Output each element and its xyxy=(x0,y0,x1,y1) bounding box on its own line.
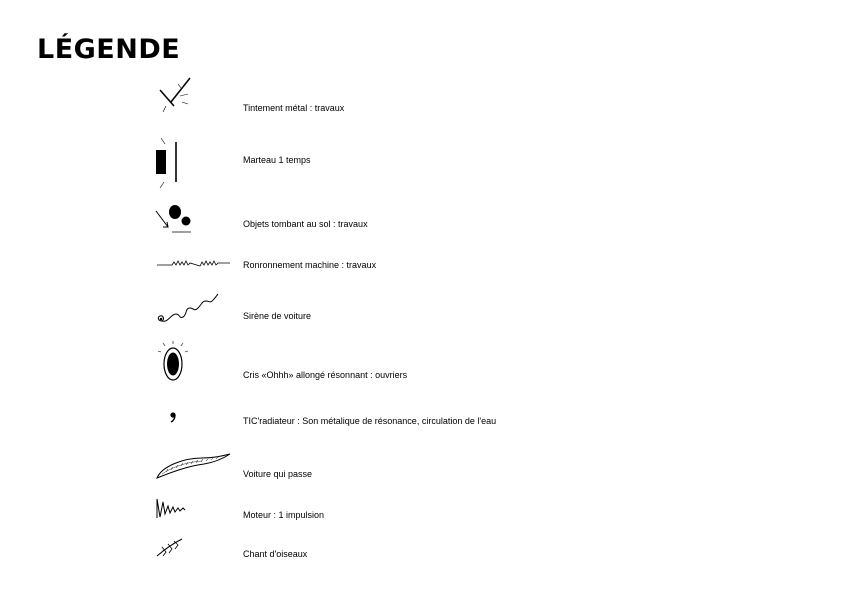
legend-label-radiator-tick: TIC'radiateur : Son métalique de résonance, circulation de l'eau xyxy=(243,416,497,426)
legend-label-machine-hum: Ronronnement machine : travaux xyxy=(243,260,377,270)
legend-label-hammer: Marteau 1 temps xyxy=(243,155,311,165)
legend-title: LÉGENDE xyxy=(37,34,181,65)
metal-clink-icon xyxy=(152,74,200,116)
shout-icon xyxy=(156,340,192,386)
siren-icon xyxy=(154,290,222,330)
machine-hum-icon xyxy=(156,256,232,270)
engine-pulse-icon xyxy=(154,496,188,522)
legend-label-siren: Sirène de voiture xyxy=(243,311,312,321)
falling-objects-icon xyxy=(154,202,196,236)
passing-car-icon xyxy=(154,452,234,484)
legend-label-passing-car: Voiture qui passe xyxy=(243,469,313,479)
legend-label-metal-clink: Tintement métal : travaux xyxy=(243,103,345,113)
legend-label-shout: Cris «Ohhh» allongé résonnant : ouvriers xyxy=(243,370,408,380)
legend-label-falling-objects: Objets tombant au sol : travaux xyxy=(243,219,368,229)
hammer-icon xyxy=(154,134,184,192)
legend-label-engine-pulse: Moteur : 1 impulsion xyxy=(243,510,325,520)
legend-label-birdsong: Chant d'oiseaux xyxy=(243,549,308,559)
birdsong-icon xyxy=(154,536,186,560)
radiator-tick-icon xyxy=(168,410,180,426)
